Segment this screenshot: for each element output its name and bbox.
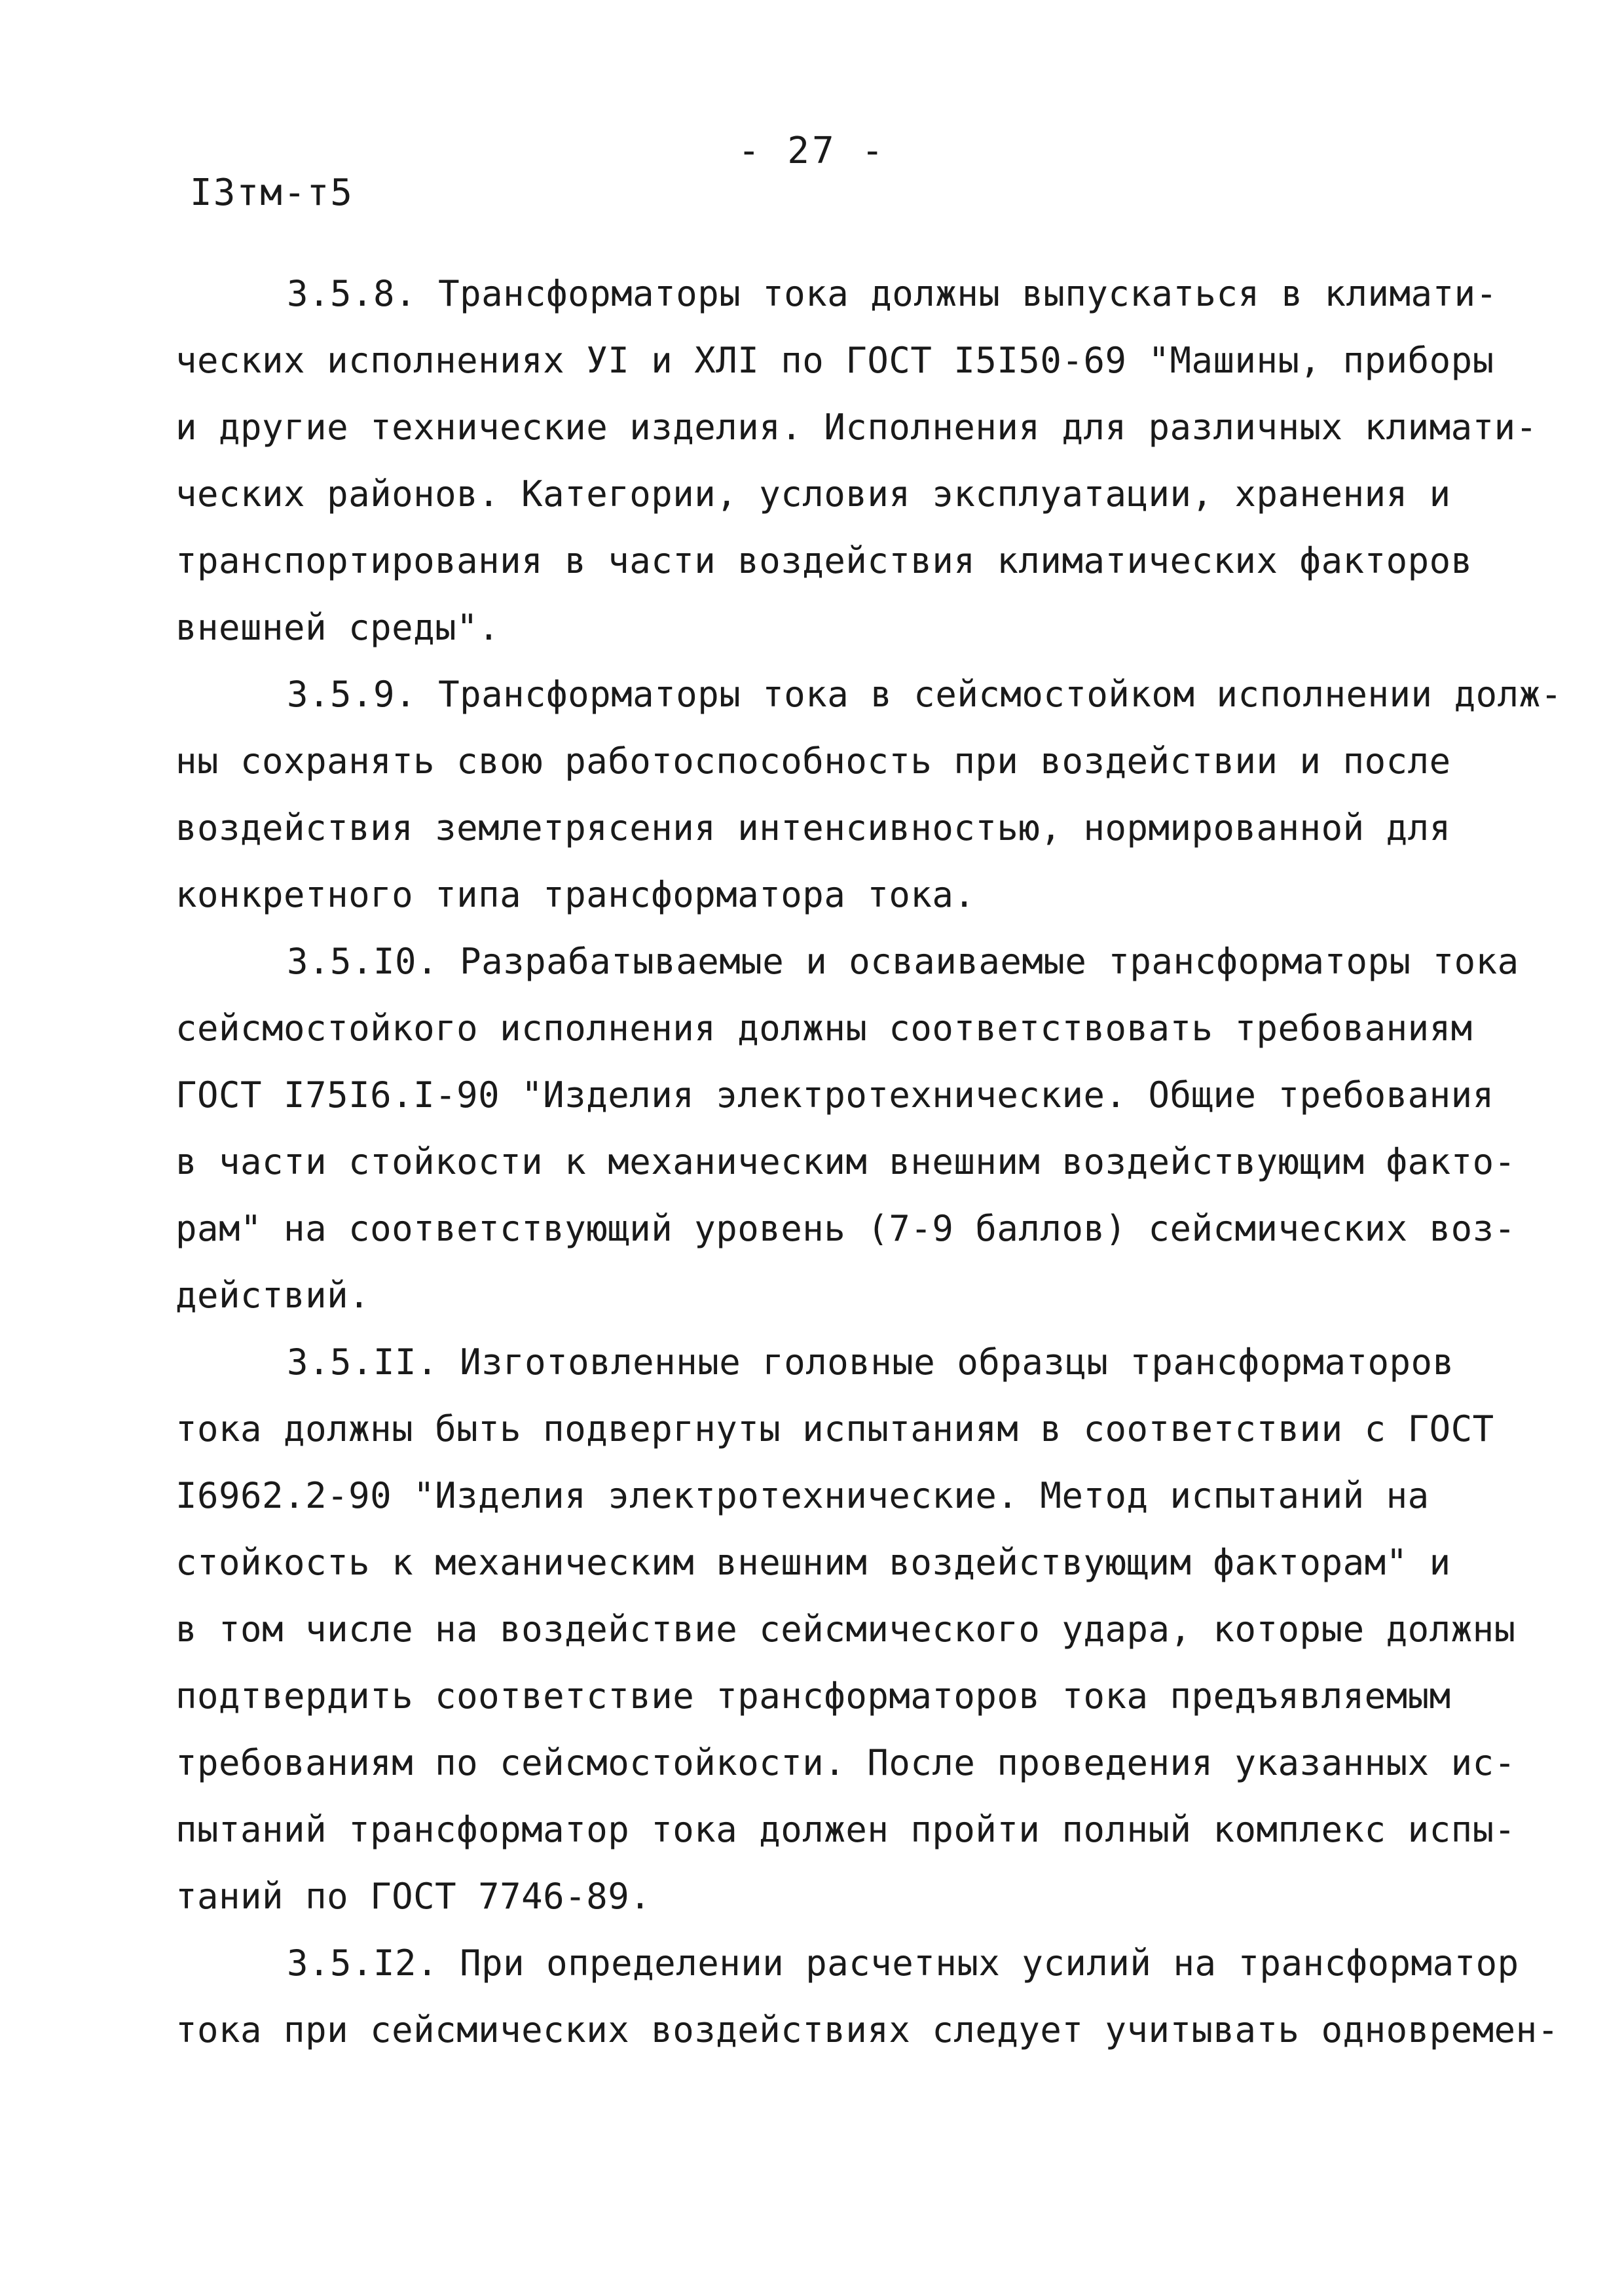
text-line: таний по ГОСТ 7746-89. — [175, 1876, 652, 1917]
text-line: ны сохранять свою работоспособность при воздействии и после — [175, 740, 1451, 782]
text-line: стойкость к механическим внешним воздействующим факторам" и — [175, 1542, 1451, 1583]
text-line: подтвердить соответствие трансформаторов тока предъявляемым — [175, 1675, 1451, 1717]
text-line: I6962.2-90 "Изделия электротехнические. Метод испытаний на — [175, 1475, 1430, 1516]
paragraph-3-5-9 — [175, 661, 1562, 928]
text-line: воздействия землетрясения интенсивностью, нормированной для — [175, 807, 1451, 848]
text-line: ческих исполнениях УI и ХЛI по ГОСТ I5I50-69 "Машины, приборы — [175, 340, 1494, 381]
page-number: - 27 - — [737, 130, 887, 172]
text-line: тока при сейсмических воздействиях следует учитывать одновремен- — [175, 2009, 1559, 2050]
paragraph-3-5-11 — [175, 1329, 1516, 1930]
text-line: и другие технические изделия. Исполнения для различных климати- — [175, 407, 1538, 448]
text-line: внешней среды". — [175, 607, 500, 648]
text-line: 3.5.II. Изготовленные головные образцы трансформаторов — [287, 1341, 1454, 1383]
text-line: 3.5.9. Трансформаторы тока в сейсмостойком исполнении долж- — [287, 674, 1562, 715]
paragraph-3-5-8 — [175, 261, 1538, 661]
text-line: 3.5.I0. Разрабатываемые и осваиваемые трансформаторы тока — [287, 941, 1519, 982]
paragraph-3-5-12 — [175, 1930, 1559, 2064]
text-line: транспортирования в части воздействия климатических факторов — [175, 540, 1473, 581]
text-line: ГОСТ I75I6.I-90 "Изделия электротехнические. Общие требования — [175, 1074, 1494, 1116]
text-line: в части стойкости к механическим внешним воздействующим факто- — [175, 1141, 1516, 1182]
text-line: конкретного типа трансформатора тока. — [175, 874, 976, 915]
text-line: в том числе на воздействие сейсмического удара, которые должны — [175, 1609, 1516, 1650]
text-line: сейсмостойкого исполнения должны соответствовать требованиям — [175, 1008, 1473, 1049]
document-code: I3тм-т5 — [190, 172, 354, 214]
text-line: действий. — [175, 1275, 371, 1316]
text-line: 3.5.I2. При определении расчетных усилий на трансформатор — [287, 1942, 1519, 1984]
text-line: ческих районов. Категории, условия эксплуатации, хранения и — [175, 473, 1451, 515]
document-body — [175, 261, 1562, 2064]
text-line: 3.5.8. Трансформаторы тока должны выпускаться в климати- — [287, 273, 1498, 314]
text-line: пытаний трансформатор тока должен пройти полный комплекс испы- — [175, 1809, 1516, 1850]
text-line: тока должны быть подвергнуты испытаниям в соответствии с ГОСТ — [175, 1408, 1494, 1449]
text-line: требованиям по сейсмостойкости. После проведения указанных ис- — [175, 1742, 1516, 1783]
paragraph-3-5-10 — [175, 928, 1519, 1329]
text-line: рам" на соответствующий уровень (7-9 баллов) сейсмических воз- — [175, 1208, 1516, 1249]
